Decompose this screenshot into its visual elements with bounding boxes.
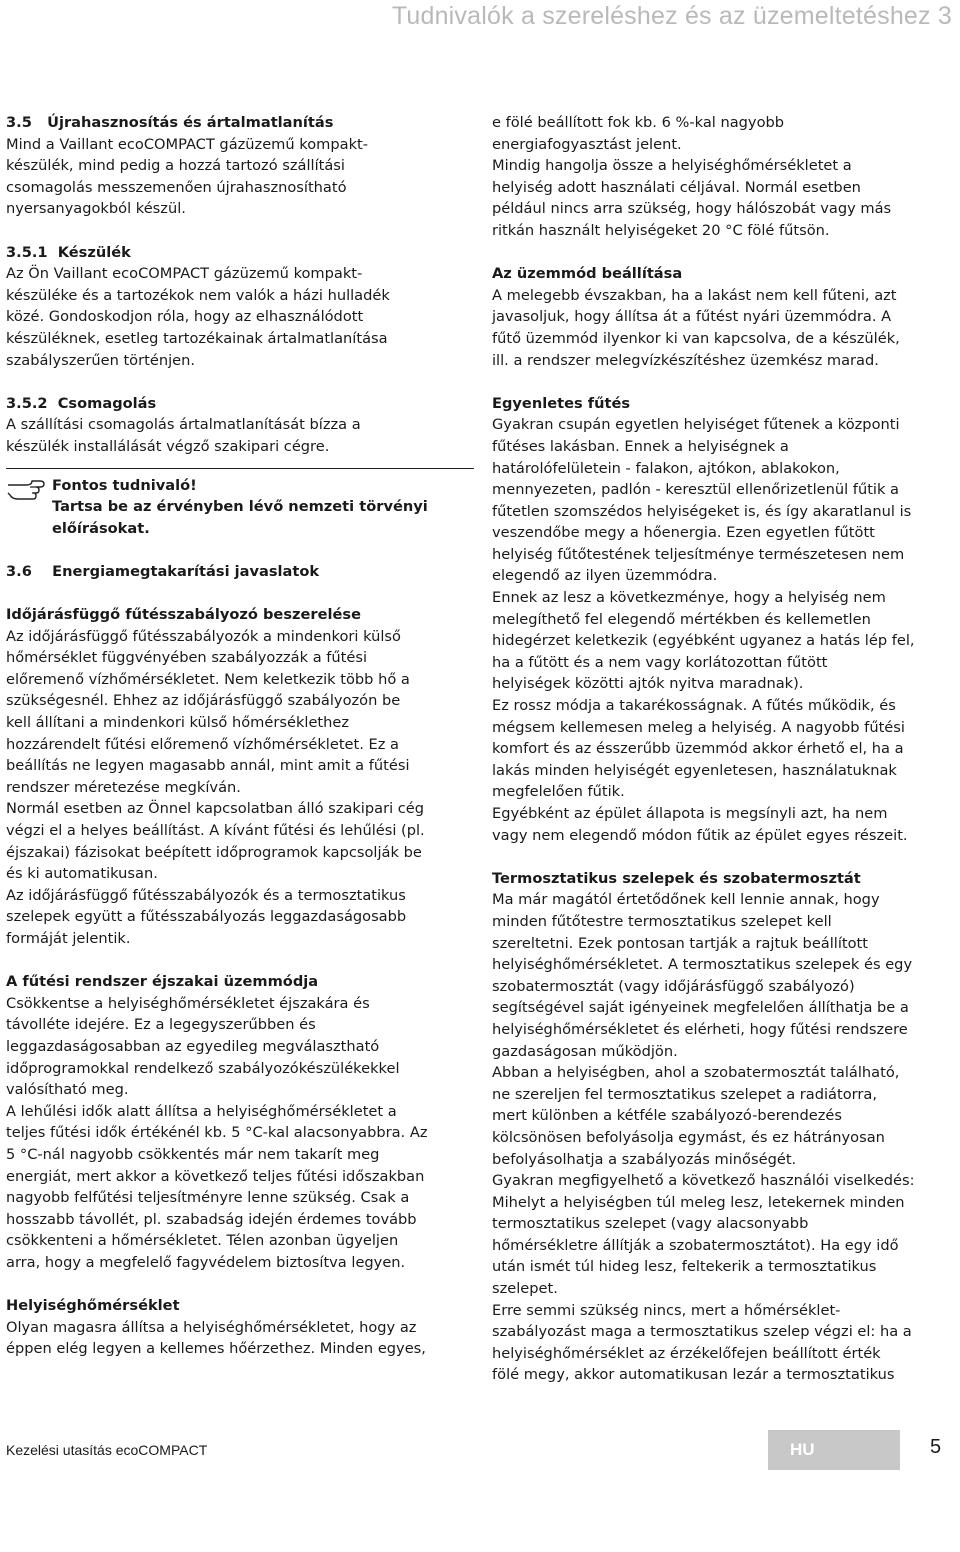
weather-heading: Időjárásfüggő fűtésszabályozó beszerelése (6, 606, 361, 624)
even-heating-paragraph-1: Gyakran csupán egyetlen helyiséget fűtenek a központi fűtéses lakásban. Ennek a helyiségnek a határolófelületein - falakon, ajtókon, ablakokon, mennyezeten, padlón - keresztül ellenőrizetlenül fűtik a fűtetlen szomszédos helyiségeket is, és így akaratlanul is veszendőbe megy a hőenergia. Ezen egyetlen fűtött helyiség fűtőtestének teljesítménye természetesen nem elegendő az ilyen üzemmódra. (492, 416, 912, 585)
even-heating-heading: Egyenletes fűtés (492, 394, 631, 412)
section-3-5-1-title: 3.5.1 Készülék (6, 243, 131, 261)
section-3-5-title: 3.5 Újrahasznosítás és ártalmatlanítás (6, 114, 334, 131)
notice-title: Fontos tudnivaló! (52, 476, 197, 494)
left-column (6, 112, 474, 1360)
mode-heading: Az üzemmód beállítása (492, 265, 683, 283)
pointing-hand-icon (6, 475, 46, 503)
page-footer (0, 1430, 960, 1470)
weather-paragraph-2: Normál esetben az Önnel kapcsolatban álló szakipari cég végzi el a helyes beállítást. A kívánt fűtési és lehűlési (pl. éjszakai) fázisokat beépített időprogramok kapcsolják be és ki automatikusan. (6, 800, 425, 883)
night-heading: A fűtési rendszer éjszakai üzemmódja (6, 973, 319, 991)
thermostat-heading: Termosztatikus szelepek és szobatermosztát (492, 869, 861, 887)
section-3-5-1-body: Az Ön Vaillant ecoCOMPACT gázüzemű kompakt- készüléke és a tartozékok nem valók a házi hulladék közé. Gondoskodjon róla, hogy az elhasználódott készüléknek, esetleg tartozékainak ártalmatlanítása szabályszerűen történjen. (6, 265, 390, 369)
important-notice (6, 468, 474, 540)
notice-body: Tartsa be az érvényben lévő nemzeti törvényi előírásokat. (52, 498, 428, 537)
thermostat-paragraph-4: Erre semmi szükség nincs, mert a hőmérséklet- szabályozást maga a termosztatikus szelep végzi el: ha a helyiséghőmérséklet az érzékelőfejen beállított érték fölé megy, akkor automatikusan lezár a termosztatikus (492, 1301, 912, 1384)
thermostat-paragraph-2: Abban a helyiségben, ahol a szobatermosztát található, ne szereljen fel termosztatikus szelepet a radiátorra, mert különben a kétféle szabályozó-berendezés kölcsönösen befolyásolja egymást, és ez hátrányosan befolyásolhatja a szabályozás minőségét. (492, 1064, 900, 1168)
room-temp-continued-1: e fölé beállított fok kb. 6 %-kal nagyobb energiafogyasztást jelent. (492, 114, 785, 153)
section-3-6-title: 3.6 Energiamegtakarítási javaslatok (6, 562, 320, 580)
thermostat-paragraph-3: Gyakran megfigyelhető a következő használói viselkedés: Mihelyt a helyiségben túl meleg lesz, letekernek minden termosztatikus szelepet (vagy alacsonyabb hőmérsékletre állítják a szobatermosztátot). Ha egy idő után ismét túl hideg lesz, feltekerik a termosztatikus szelepet. (492, 1172, 915, 1298)
room-temp-continued-2: Mindig hangolja össze a helyiséghőmérsékletet a helyiség adott használati céljával. Normál esetben például nincs arra szükség, hogy hálószobát vagy más ritkán használt helyiségeket 20 °C fölé fűtsön. (492, 157, 892, 239)
weather-paragraph-3: Az időjárásfüggő fűtésszabályozók és a termosztatikus szelepek együtt a fűtésszabályozás leggazdaságosabb formáját jelentik. (6, 886, 407, 947)
section-3-5-2-body: A szállítási csomagolás ártalmatlanítását bízza a készülék installálását végző szakipari cégre. (6, 416, 361, 455)
even-heating-paragraph-3: Ez rossz módja a takarékosságnak. A fűtés működik, és mégsem kellemesen meleg a helyiség. A nagyobb fűtési komfort és az ésszerűbb üzemmód akkor érhető el, ha a lakás minden helyiségét egyenletesen, használatuknak megfelelően fűtik. (492, 697, 905, 801)
night-paragraph-2: A lehűlési idők alatt állítsa a helyiséghőmérsékletet a teljes fűtési idők értékénél kb. 5 °C-kal alacsonyabbra. Az 5 °C-nál nagyobb csökkentés már nem takarít meg energiát, mert akkor a következő teljes fűtési időszakban nagyobb felfűtési teljesítményre lenne szükség. Csak a hosszabb távollét, pl. szabadság idején érdemes tovább csökkenteni a hőmérsékletet. Télen azonban ügyeljen arra, hogy a megfelelő fagyvédelem biztosítva legyen. (6, 1102, 428, 1271)
even-heating-paragraph-4: Egyébként az épület állapota is megsínyli azt, ha nem vagy nem elegendő módon fűtik az épület egyes részeit. (492, 805, 908, 844)
even-heating-paragraph-2: Ennek az lesz a következménye, hogy a helyiség nem melegíthető fel elegendő mértékben és kellemetlen hidegérzet keletkezik (egyébként ugyanez a hatás lép fel, ha a fűtött és a nem vagy korlátozottan fűtött helyiségek közötti ajtók nyitva maradnak). (492, 589, 915, 693)
room-temp-heading: Helyiséghőmérséklet (6, 1297, 180, 1315)
section-3-5-2-title: 3.5.2 Csomagolás (6, 394, 157, 412)
thermostat-paragraph-1: Ma már magától értetődőnek kell lennie annak, hogy minden fűtőtestre termosztatikus szelepet kell szereltetni. Ezek pontosan tartják a rajtuk beállított helyiséghőmérsékletet. A termosztatikus szelepek és egy szobatermosztát (vagy időjárásfüggő szabályozó) segítségével saját igényeinek megfelelően állíthatja be a helyiséghőmérsékletet és elérheti, hogy fűtési rendszere gazdaságosan működjön. (492, 891, 913, 1060)
section-3-5-body: Mind a Vaillant ecoCOMPACT gázüzemű kompakt- készülék, mind pedig a hozzá tartozó szállítási csomagolás messzemenően újrahasznosítható nyersanyagokból készül. (6, 135, 369, 218)
right-column (492, 112, 958, 1386)
page-number: 5 (930, 1436, 942, 1458)
running-header: Tudnivalók a szereléshez és az üzemeltetéshez 3 (391, 2, 952, 30)
language-badge: HU (768, 1430, 900, 1470)
room-temp-paragraph-1: Olyan magasra állítsa a helyiséghőmérsékletet, hogy az éppen elég legyen a kellemes hőérzethez. Minden egyes, (6, 1318, 426, 1358)
footer-document-title: Kezelési utasítás ecoCOMPACT (6, 1442, 208, 1458)
night-paragraph-1: Csökkentse a helyiséghőmérsékletet éjszakára és távolléte idejére. Ez a legegyszerűbben és leggazdaságosabban az egyedileg megválasztható időprogramokkal rendelkező szabályozókészülékekkel valósítható meg. (6, 994, 400, 1099)
mode-paragraph: A melegebb évszakban, ha a lakást nem kell fűteni, azt javasoljuk, hogy állítsa át a fűtést nyári üzemmódra. A fűtő üzemmód ilyenkor ki van kapcsolva, de a készülék, ill. a rendszer melegvízkészítéshez üzemkész marad. (492, 286, 900, 369)
weather-paragraph-1: Az időjárásfüggő fűtésszabályozók a mindenkori külső hőmérséklet függvényében szabályozzák a fűtési előremenő vízhőmérsékletet. Nem keletkezik több hő a szükségesnél. Ehhez az időjárásfüggő szabályozón be kell állítani a mindenkori külső hőmérséklethez hozzárendelt fűtési előremenő vízhőmérsékletet. Ez a beállítás ne legyen magasabb annál, mint amit a fűtési rendszer méretezése megkíván. (6, 627, 410, 796)
